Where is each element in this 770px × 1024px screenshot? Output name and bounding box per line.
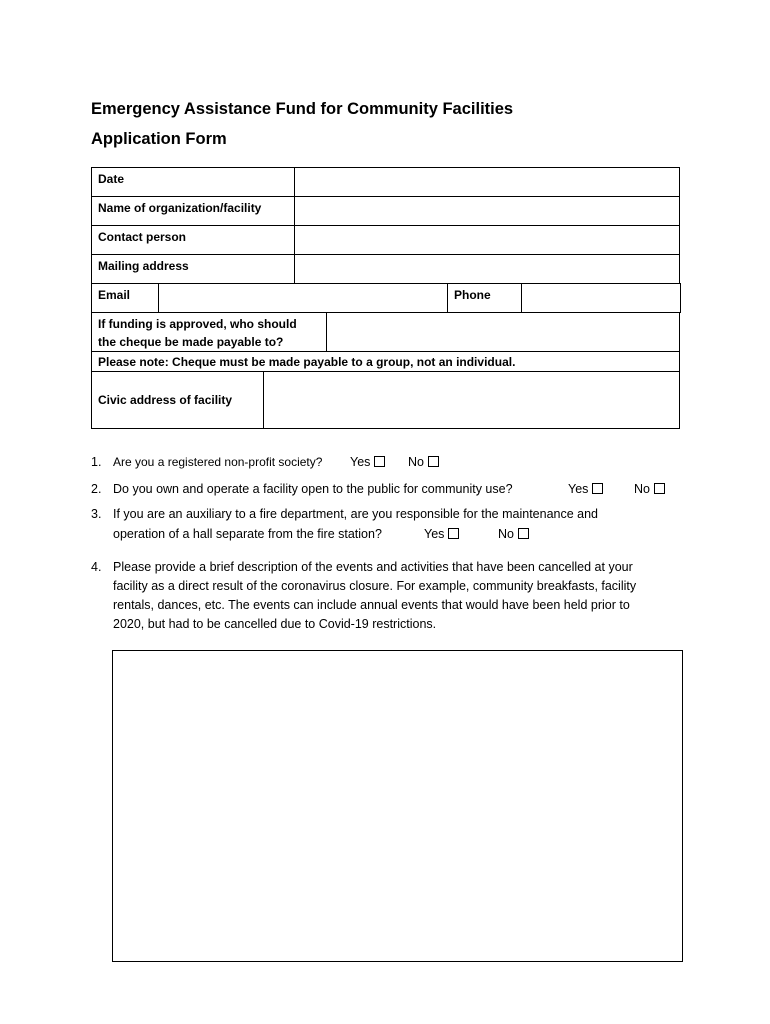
organization-field[interactable] xyxy=(294,196,680,226)
question-1-no-option[interactable] xyxy=(408,453,439,472)
email-field[interactable] xyxy=(158,283,448,313)
no-checkbox[interactable] xyxy=(654,483,665,494)
yes-checkbox[interactable] xyxy=(448,528,459,539)
question-2 xyxy=(91,480,691,500)
question-1-text: Are you a registered non-profit society? xyxy=(113,455,323,469)
question-3-yes-option[interactable] xyxy=(424,525,459,544)
yes-label: Yes xyxy=(424,527,445,541)
cheque-payee-field[interactable] xyxy=(326,312,680,352)
event-description-textarea[interactable] xyxy=(112,650,683,962)
cheque-payee-label-line-2: the cheque be made payable to? xyxy=(98,335,284,349)
form-title-line-2: Application Form xyxy=(91,130,227,148)
no-checkbox[interactable] xyxy=(518,528,529,539)
question-3-text-line-2: operation of a hall separate from the fire station? xyxy=(113,527,382,541)
yes-label: Yes xyxy=(568,482,589,496)
civic-address-field[interactable] xyxy=(263,371,680,429)
mailing-address-label: Mailing address xyxy=(91,254,295,284)
no-label: No xyxy=(634,482,650,496)
question-2-no-option[interactable] xyxy=(634,480,665,499)
question-2-yes-option[interactable] xyxy=(568,480,603,499)
question-3-number: 3. xyxy=(91,507,102,521)
no-label: No xyxy=(498,527,514,541)
cheque-payee-label-line-1: If funding is approved, who should xyxy=(98,317,297,331)
organization-label: Name of organization/facility xyxy=(91,196,295,226)
yes-checkbox[interactable] xyxy=(374,456,385,467)
no-label: No xyxy=(408,455,424,469)
question-1-yes-option[interactable] xyxy=(350,453,385,472)
question-2-number: 2. xyxy=(91,482,102,496)
date-label: Date xyxy=(91,167,295,197)
question-3-no-option[interactable] xyxy=(498,525,529,544)
civic-address-label: Civic address of facility xyxy=(98,393,233,407)
phone-field[interactable] xyxy=(521,283,681,313)
cheque-note: Please note: Cheque must be made payable to a group, not an individual. xyxy=(91,351,680,372)
mailing-address-field[interactable] xyxy=(294,254,680,284)
question-3 xyxy=(91,505,691,545)
form-title-line-1: Emergency Assistance Fund for Community Facilities xyxy=(91,100,514,118)
question-1-number: 1. xyxy=(91,455,102,469)
question-4-number: 4. xyxy=(91,560,102,574)
cheque-payee-label xyxy=(91,312,327,352)
question-4-number-wrap xyxy=(91,558,111,578)
question-3-text-line-1: If you are an auxiliary to a fire department, are you responsible for the maintenance and xyxy=(113,507,599,521)
phone-label: Phone xyxy=(447,283,522,313)
contact-person-label: Contact person xyxy=(91,225,295,255)
yes-checkbox[interactable] xyxy=(592,483,603,494)
no-checkbox[interactable] xyxy=(428,456,439,467)
yes-label: Yes xyxy=(350,455,371,469)
civic-address-label-cell xyxy=(91,371,264,429)
question-1 xyxy=(91,453,691,473)
email-label: Email xyxy=(91,283,159,313)
contact-person-field[interactable] xyxy=(294,225,680,255)
question-4-text: Please provide a brief description of the events and activities that have been cancelled at your facility as a direct result of the coronavirus closure. For example, community breakfasts, facility rentals, dances, etc. The events can include annual events that would have been held prior to 2020, but had to be cancelled due to Covid-19 restrictions. xyxy=(113,560,637,631)
date-field[interactable] xyxy=(294,167,680,197)
question-2-text: Do you own and operate a facility open to the public for community use? xyxy=(113,482,513,496)
